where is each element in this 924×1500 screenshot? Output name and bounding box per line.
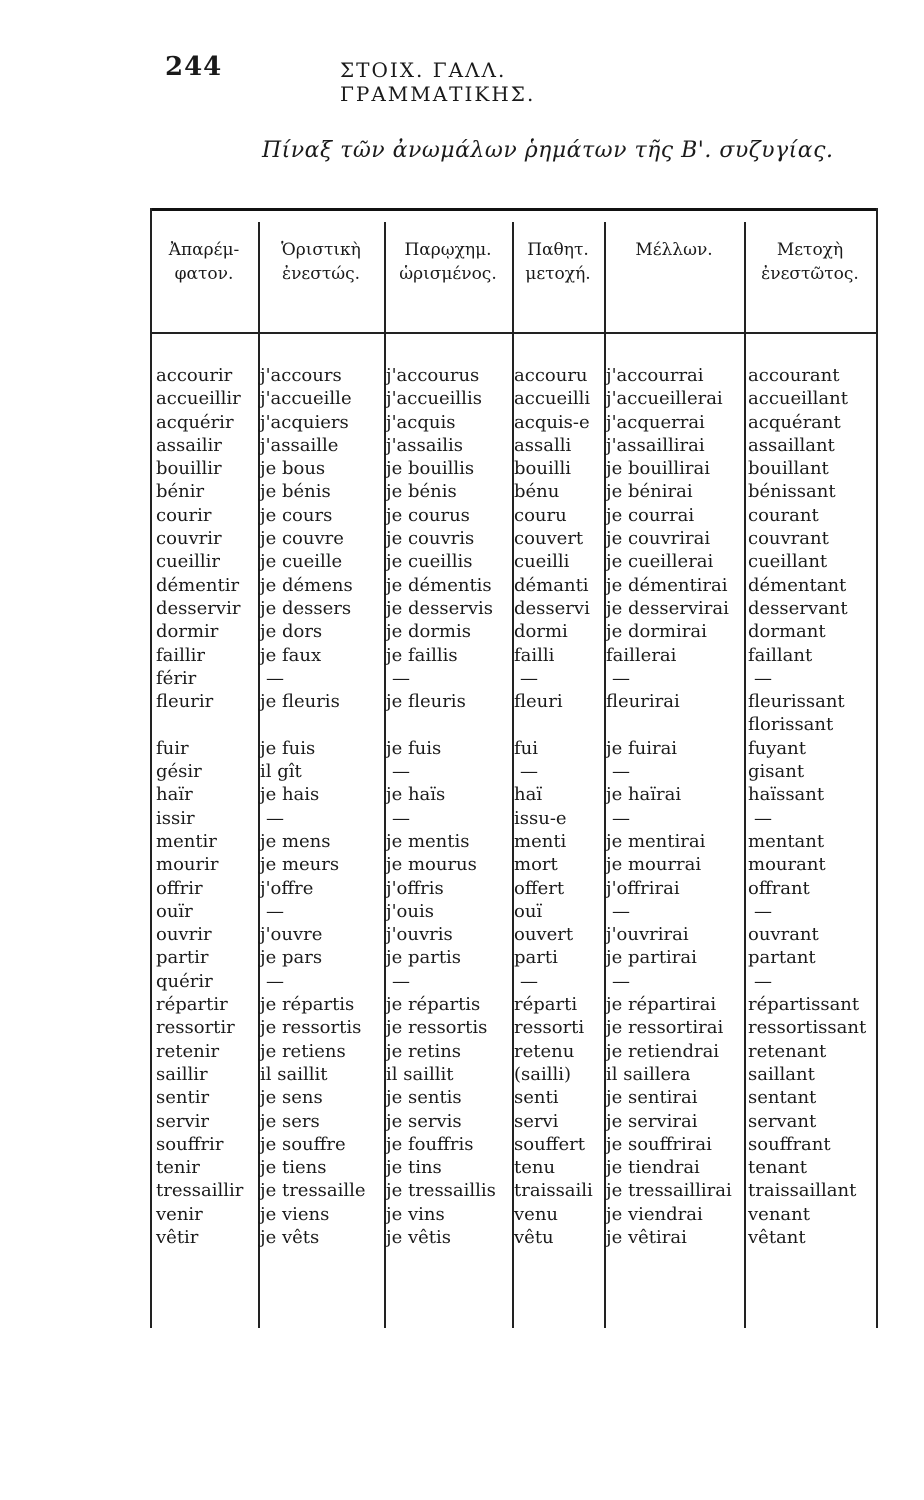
table-cell: vêtir bbox=[156, 1226, 199, 1248]
table-row bbox=[150, 574, 878, 597]
table-cell: — bbox=[392, 970, 410, 992]
table-cell: je retiens bbox=[260, 1040, 346, 1062]
table-cell: il saillit bbox=[386, 1063, 454, 1085]
table-cell: retenu bbox=[514, 1040, 575, 1062]
column-header-line: ὡρισμένος. bbox=[399, 264, 497, 284]
table-cell: accueilli bbox=[514, 388, 591, 410]
table-cell: je meurs bbox=[260, 854, 340, 876]
column-header-line: Μέλλων. bbox=[635, 240, 713, 260]
table-cell: je démens bbox=[260, 574, 353, 596]
table-cell: menti bbox=[514, 830, 567, 852]
table-row bbox=[150, 1179, 878, 1202]
table-cell: issir bbox=[156, 807, 195, 829]
table-cell: je fuis bbox=[260, 737, 316, 759]
table-cell: parti bbox=[514, 947, 558, 969]
table-cell: je hais bbox=[260, 784, 320, 806]
table-cell: je sentis bbox=[386, 1087, 462, 1109]
table-cell: fleurir bbox=[156, 691, 214, 713]
table-cell: je couvris bbox=[386, 528, 475, 550]
table-cell: je ressortis bbox=[260, 1017, 362, 1039]
table-cell: desservant bbox=[748, 597, 848, 619]
column-header-line: μετοχή. bbox=[525, 264, 591, 284]
table-cell: fui bbox=[514, 737, 539, 759]
table-cell: acquis-e bbox=[514, 411, 590, 433]
table-cell: mourant bbox=[748, 854, 826, 876]
table-cell: — bbox=[392, 807, 410, 829]
table-cell: — bbox=[392, 761, 410, 783]
table-cell: je ressortis bbox=[386, 1017, 488, 1039]
table-cell: retenir bbox=[156, 1040, 220, 1062]
table-row bbox=[150, 1156, 878, 1179]
table-cell: souffert bbox=[514, 1133, 585, 1155]
table-row bbox=[150, 434, 878, 457]
table-cell: servir bbox=[156, 1110, 210, 1132]
table-cell: bouillir bbox=[156, 458, 222, 480]
table-cell: je bouillis bbox=[386, 458, 475, 480]
table-cell: desservir bbox=[156, 597, 241, 619]
table-cell: j'acquis bbox=[386, 411, 456, 433]
table-cell: couvrant bbox=[748, 528, 829, 550]
table-row bbox=[150, 923, 878, 946]
table-cell: j'acquiers bbox=[260, 411, 349, 433]
table-cell: je fleuris bbox=[386, 691, 466, 713]
table-row bbox=[150, 504, 878, 527]
table-cell: faillant bbox=[748, 644, 813, 666]
table-cell: j'assaille bbox=[260, 434, 339, 456]
table-cell: je mens bbox=[260, 830, 331, 852]
table-cell: je servis bbox=[386, 1110, 462, 1132]
table-cell: je cueille bbox=[260, 551, 343, 573]
table-cell: — bbox=[266, 667, 284, 689]
table-cell: haïr bbox=[156, 784, 193, 806]
table-cell: traissaili bbox=[514, 1180, 593, 1202]
table-cell: acquérant bbox=[748, 411, 841, 433]
table-cell: mort bbox=[514, 854, 558, 876]
table-row bbox=[150, 830, 878, 853]
table-row bbox=[150, 480, 878, 503]
table-cell: — bbox=[754, 667, 772, 689]
table-cell: je faux bbox=[260, 644, 322, 666]
table-cell: je haïs bbox=[386, 784, 446, 806]
table-cell: ressorti bbox=[514, 1017, 585, 1039]
table-cell: dormir bbox=[156, 621, 219, 643]
table-cell: il gît bbox=[260, 761, 302, 783]
table-cell: je vins bbox=[386, 1203, 445, 1225]
table-row bbox=[150, 690, 878, 713]
table-cell: offert bbox=[514, 877, 565, 899]
table-cell: je mentirai bbox=[606, 830, 706, 852]
table-cell: je fleuris bbox=[260, 691, 340, 713]
table-cell: je faillis bbox=[386, 644, 458, 666]
table-cell: — bbox=[266, 970, 284, 992]
table-cell: je viens bbox=[260, 1203, 330, 1225]
table-title: Πίναξ τῶν ἀνωμάλων ῥημάτων τῆς Β'. συζυγίας. bbox=[262, 138, 834, 163]
table-cell: il saillera bbox=[606, 1063, 691, 1085]
table-cell: venir bbox=[156, 1203, 203, 1225]
table-cell: je courus bbox=[386, 504, 470, 526]
table-cell: venu bbox=[514, 1203, 559, 1225]
table-cell: je desservis bbox=[386, 597, 494, 619]
table-cell: j'assailis bbox=[386, 434, 463, 456]
table-cell: — bbox=[612, 970, 630, 992]
table-cell: vêtant bbox=[748, 1226, 806, 1248]
table-row bbox=[150, 783, 878, 806]
table-cell: je retiendrai bbox=[606, 1040, 720, 1062]
table-cell: cueilli bbox=[514, 551, 570, 573]
table-cell: courant bbox=[748, 504, 819, 526]
table-cell: je bous bbox=[260, 458, 326, 480]
table-cell: offrant bbox=[748, 877, 810, 899]
page-header bbox=[165, 50, 705, 106]
table-cell: j'offre bbox=[260, 877, 314, 899]
table-cell: j'accueille bbox=[260, 388, 352, 410]
table-cell: je sers bbox=[260, 1110, 320, 1132]
column-header-present bbox=[260, 238, 382, 286]
table-cell: je souffrirai bbox=[606, 1133, 712, 1155]
table-cell: j'ouvre bbox=[260, 924, 323, 946]
table-cell: — bbox=[754, 970, 772, 992]
table-cell: dormant bbox=[748, 621, 826, 643]
table-cell: je fuis bbox=[386, 737, 442, 759]
table-cell: — bbox=[754, 807, 772, 829]
table-cell: j'offrirai bbox=[606, 877, 680, 899]
table-cell: senti bbox=[514, 1087, 559, 1109]
table-cell: desservi bbox=[514, 597, 590, 619]
table-cell: je courrai bbox=[606, 504, 695, 526]
table-row bbox=[150, 713, 878, 736]
table-cell: ressortissant bbox=[748, 1017, 867, 1039]
table-cell: mourir bbox=[156, 854, 219, 876]
table-cell: souffrant bbox=[748, 1133, 831, 1155]
table-body bbox=[150, 364, 878, 1249]
table-row bbox=[150, 993, 878, 1016]
table-cell: je mourrai bbox=[606, 854, 702, 876]
table-cell: mentant bbox=[748, 830, 825, 852]
table-cell: je couvrirai bbox=[606, 528, 711, 550]
table-cell: retenant bbox=[748, 1040, 827, 1062]
table-cell: fuyant bbox=[748, 737, 806, 759]
table-cell: servant bbox=[748, 1110, 817, 1132]
table-cell: tressaillir bbox=[156, 1180, 244, 1202]
table-row bbox=[150, 1063, 878, 1086]
table-cell: partant bbox=[748, 947, 816, 969]
table-row bbox=[150, 1226, 878, 1249]
column-header-line: Ὁριστικὴ bbox=[281, 240, 361, 260]
table-cell: je bénirai bbox=[606, 481, 693, 503]
table-cell: je répartis bbox=[386, 994, 481, 1016]
table-row bbox=[150, 597, 878, 620]
table-row bbox=[150, 1086, 878, 1109]
table-cell: faillir bbox=[156, 644, 206, 666]
table-row bbox=[150, 970, 878, 993]
table-cell: j'ouvris bbox=[386, 924, 453, 946]
table-cell: je vêtirai bbox=[606, 1226, 687, 1248]
table-cell: je cueillerai bbox=[606, 551, 714, 573]
table-cell: j'accours bbox=[260, 365, 342, 386]
table-cell: tenir bbox=[156, 1157, 200, 1179]
table-cell: je bénis bbox=[386, 481, 457, 503]
table-cell: je dessers bbox=[260, 597, 352, 619]
table-cell: je dors bbox=[260, 621, 323, 643]
table-cell: je partis bbox=[386, 947, 462, 969]
table-cell: je haïrai bbox=[606, 784, 682, 806]
table-cell: servi bbox=[514, 1110, 559, 1132]
table-cell: couvrir bbox=[156, 528, 222, 550]
table-cell: — bbox=[520, 970, 538, 992]
table-row bbox=[150, 1133, 878, 1156]
table-cell: je viendrai bbox=[606, 1203, 703, 1225]
table-cell: acquérir bbox=[156, 411, 234, 433]
table-cell: je sens bbox=[260, 1087, 323, 1109]
table-row bbox=[150, 877, 878, 900]
table-cell: bénu bbox=[514, 481, 560, 503]
table-cell: je desservirai bbox=[606, 597, 729, 619]
table-cell: il saillit bbox=[260, 1063, 328, 1085]
table-cell: férir bbox=[156, 667, 197, 689]
column-header-past-participle bbox=[514, 238, 602, 286]
table-cell: je tins bbox=[386, 1157, 442, 1179]
table-cell: sentant bbox=[748, 1087, 817, 1109]
table-cell: accourant bbox=[748, 365, 840, 386]
table-cell: tenant bbox=[748, 1157, 808, 1179]
table-cell: je vêtis bbox=[386, 1226, 452, 1248]
table-cell: cueillant bbox=[748, 551, 828, 573]
table-cell: accueillir bbox=[156, 388, 241, 410]
table-cell: je fuirai bbox=[606, 737, 678, 759]
table-cell: je fouffris bbox=[386, 1133, 474, 1155]
table-cell: je tressaillis bbox=[386, 1180, 496, 1202]
column-header-line: Μετοχὴ bbox=[776, 240, 844, 260]
table-row bbox=[150, 853, 878, 876]
table-cell: ouvert bbox=[514, 924, 574, 946]
column-header-future bbox=[606, 238, 742, 262]
table-cell: je retins bbox=[386, 1040, 462, 1062]
table-cell: fuir bbox=[156, 737, 189, 759]
column-header-line: φατον. bbox=[174, 264, 234, 284]
table-cell: — bbox=[520, 667, 538, 689]
table-cell: démentir bbox=[156, 574, 240, 596]
table-cell: — bbox=[612, 900, 630, 922]
column-header-line: Παθητ. bbox=[527, 240, 589, 260]
table-cell: venant bbox=[748, 1203, 810, 1225]
column-header-infinitive bbox=[152, 238, 256, 286]
table-cell: gisant bbox=[748, 761, 805, 783]
table-cell: je répartirai bbox=[606, 994, 717, 1016]
table-cell: je cueillis bbox=[386, 551, 473, 573]
table-cell: je dormis bbox=[386, 621, 471, 643]
table-cell: je ressortirai bbox=[606, 1017, 724, 1039]
column-header-line: ἐνεστώς. bbox=[281, 264, 361, 284]
table-cell: je démentirai bbox=[606, 574, 728, 596]
table-cell: ouï bbox=[514, 900, 543, 922]
table-cell: j'ouvrirai bbox=[606, 924, 689, 946]
table-row bbox=[150, 457, 878, 480]
table-cell: bouillant bbox=[748, 458, 829, 480]
table-cell: vêtu bbox=[514, 1226, 554, 1248]
table-cell: traissaillant bbox=[748, 1180, 857, 1202]
table-cell: je tressaille bbox=[260, 1180, 366, 1202]
column-header-past-definite bbox=[386, 238, 510, 286]
table-cell: (sailli) bbox=[514, 1063, 572, 1085]
table-cell: — bbox=[754, 900, 772, 922]
table-cell: fleurissant bbox=[748, 691, 845, 713]
table-row bbox=[150, 946, 878, 969]
table-cell: répartissant bbox=[748, 994, 860, 1016]
table-row bbox=[150, 737, 878, 760]
table-cell: je tiendrai bbox=[606, 1157, 700, 1179]
table-cell: ouïr bbox=[156, 900, 193, 922]
table-cell: je tiens bbox=[260, 1157, 327, 1179]
table-cell: failli bbox=[514, 644, 555, 666]
table-cell: assailir bbox=[156, 434, 222, 456]
table-cell: j'assaillirai bbox=[606, 434, 705, 456]
table-cell: je mentis bbox=[386, 830, 470, 852]
table-cell: mentir bbox=[156, 830, 217, 852]
table-cell: je souffre bbox=[260, 1133, 346, 1155]
table-cell: ressortir bbox=[156, 1017, 235, 1039]
table-cell: courir bbox=[156, 504, 212, 526]
table-row bbox=[150, 1040, 878, 1063]
table-cell: — bbox=[612, 807, 630, 829]
table-row bbox=[150, 900, 878, 923]
table-cell: j'offris bbox=[386, 877, 444, 899]
table-row bbox=[150, 667, 878, 690]
table-cell: saillir bbox=[156, 1063, 208, 1085]
table-row bbox=[150, 387, 878, 410]
table-cell: souffrir bbox=[156, 1133, 224, 1155]
table-row bbox=[150, 1110, 878, 1133]
table-cell: accourir bbox=[156, 365, 233, 386]
table-cell: fleurirai bbox=[606, 691, 680, 713]
table-cell: gésir bbox=[156, 761, 202, 783]
table-cell: — bbox=[612, 667, 630, 689]
table-cell: je tressaillirai bbox=[606, 1180, 732, 1202]
table-row bbox=[150, 364, 878, 387]
table-cell: assaillant bbox=[748, 434, 835, 456]
table-row bbox=[150, 411, 878, 434]
table-row bbox=[150, 1016, 878, 1039]
page-number: 244 bbox=[165, 52, 223, 82]
table-cell: quérir bbox=[156, 970, 213, 992]
table-cell: offrir bbox=[156, 877, 203, 899]
column-header-line: ἐνεστῶτος. bbox=[761, 264, 859, 284]
table-cell: ouvrant bbox=[748, 924, 819, 946]
table-row bbox=[150, 760, 878, 783]
table-cell: — bbox=[612, 761, 630, 783]
table-cell: — bbox=[266, 807, 284, 829]
table-cell: saillant bbox=[748, 1063, 815, 1085]
table-cell: issu-e bbox=[514, 807, 567, 829]
table-cell: j'accueillis bbox=[386, 388, 482, 410]
table-cell: — bbox=[266, 900, 284, 922]
table-cell: accueillant bbox=[748, 388, 848, 410]
table-cell: réparti bbox=[514, 994, 578, 1016]
table-row bbox=[150, 620, 878, 643]
table-cell: haïssant bbox=[748, 784, 825, 806]
running-head: ΣΤΟΙΧ. ΓΑΛΛ. ΓΡΑΜΜΑΤΙΚΗΣ. bbox=[340, 58, 536, 106]
table-cell: bénissant bbox=[748, 481, 836, 503]
table-cell: cueillir bbox=[156, 551, 220, 573]
table-cell: démentant bbox=[748, 574, 847, 596]
table-row bbox=[150, 527, 878, 550]
table-cell: je vêts bbox=[260, 1226, 320, 1248]
table-cell: démanti bbox=[514, 574, 589, 596]
table-cell: bénir bbox=[156, 481, 205, 503]
table-cell: je bouillirai bbox=[606, 458, 711, 480]
table-cell: j'accueillerai bbox=[606, 388, 723, 410]
table-cell: florissant bbox=[748, 714, 834, 736]
column-header-line: Παρῳχημ. bbox=[404, 240, 492, 260]
table-cell: — bbox=[392, 667, 410, 689]
table-cell: accouru bbox=[514, 365, 588, 386]
table-cell: sentir bbox=[156, 1087, 210, 1109]
table-cell: j'ouis bbox=[386, 900, 434, 922]
header-rule bbox=[150, 332, 878, 334]
table-cell: tenu bbox=[514, 1157, 556, 1179]
table-cell: fleuri bbox=[514, 691, 563, 713]
table-row bbox=[150, 644, 878, 667]
table-cell: faillerai bbox=[606, 644, 677, 666]
table-cell: partir bbox=[156, 947, 209, 969]
table-cell: répartir bbox=[156, 994, 228, 1016]
table-cell: je bénis bbox=[260, 481, 331, 503]
table-cell: je cours bbox=[260, 504, 333, 526]
table-cell: je dormirai bbox=[606, 621, 707, 643]
table-cell: j'acquerrai bbox=[606, 411, 705, 433]
table-cell: je démentis bbox=[386, 574, 492, 596]
table-cell: assalli bbox=[514, 434, 572, 456]
column-header-line: Ἀπαρέμ- bbox=[168, 240, 240, 260]
table-row bbox=[150, 1203, 878, 1226]
table-cell: bouilli bbox=[514, 458, 571, 480]
table-cell: couru bbox=[514, 504, 567, 526]
table-cell: couvert bbox=[514, 528, 584, 550]
table-cell: haï bbox=[514, 784, 543, 806]
table-cell: je couvre bbox=[260, 528, 344, 550]
table-cell: je répartis bbox=[260, 994, 355, 1016]
table-cell: ouvrir bbox=[156, 924, 212, 946]
table-cell: je servirai bbox=[606, 1110, 698, 1132]
table-cell: j'accourrai bbox=[606, 365, 704, 386]
table-cell: j'accourus bbox=[386, 365, 480, 386]
table-cell: je pars bbox=[260, 947, 323, 969]
table-row bbox=[150, 807, 878, 830]
column-header-present-participle bbox=[746, 238, 874, 286]
table-cell: dormi bbox=[514, 621, 568, 643]
table-row bbox=[150, 550, 878, 573]
table-cell: je sentirai bbox=[606, 1087, 698, 1109]
table-cell: je mourus bbox=[386, 854, 477, 876]
table-cell: — bbox=[520, 761, 538, 783]
table-cell: je partirai bbox=[606, 947, 697, 969]
